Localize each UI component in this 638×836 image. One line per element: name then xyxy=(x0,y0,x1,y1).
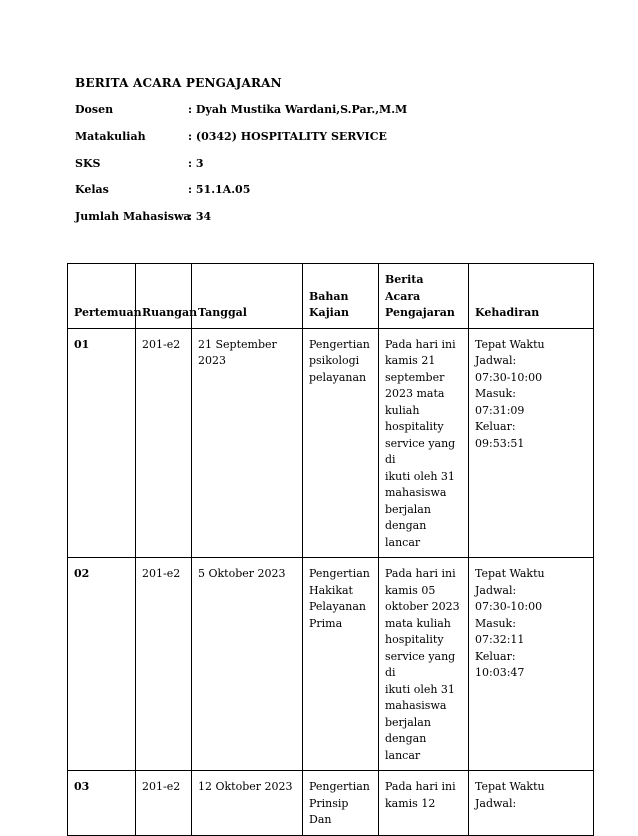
info-label: Jumlah Mahasiswa xyxy=(75,210,191,223)
cell-ruangan: 201-e2 xyxy=(136,328,192,558)
table-row xyxy=(68,771,594,836)
header-ruangan: Ruangan xyxy=(136,264,192,329)
cell-kehadiran: Tepat Waktu Jadwal: xyxy=(469,771,594,836)
cell-pertemuan: 03 xyxy=(68,771,136,836)
cell-tanggal: 12 Oktober 2023 xyxy=(192,771,303,836)
info-value: : 34 xyxy=(188,210,212,223)
table-row xyxy=(68,328,594,558)
cell-kehadiran: Tepat Waktu Jadwal: 07:30-10:00 Masuk: 07:32:11 Keluar: 10:03:47 xyxy=(469,558,594,771)
header-tanggal: Tanggal xyxy=(192,264,303,329)
cell-ruangan: 201-e2 xyxy=(136,558,192,771)
info-value: : 3 xyxy=(188,157,204,170)
header-bahan-kajian: Bahan Kajian xyxy=(303,264,379,329)
header-berita-acara: Berita Acara Pengajaran xyxy=(379,264,469,329)
info-value: : Dyah Mustika Wardani,S.Par.,M.M xyxy=(188,103,408,116)
cell-tanggal: 21 September 2023 xyxy=(192,328,303,558)
table-header-row xyxy=(68,264,594,329)
info-label: SKS xyxy=(75,157,101,170)
info-value: : 51.1A.05 xyxy=(188,183,251,196)
cell-bahan-kajian: Pengertian Hakikat Pelayanan Prima xyxy=(303,558,379,771)
cell-berita-acara: Pada hari ini kamis 05 oktober 2023 mata kuliah hospitality service yang di ikuti oleh 31 mahasiswa berjalan dengan lancar xyxy=(379,558,469,771)
cell-pertemuan: 02 xyxy=(68,558,136,771)
info-label: Kelas xyxy=(75,183,109,196)
cell-bahan-kajian: Pengertian psikologi pelayanan xyxy=(303,328,379,558)
header-pertemuan: Pertemuan xyxy=(68,264,136,329)
cell-berita-acara: Pada hari ini kamis 21 september 2023 mata kuliah hospitality service yang di ikuti oleh 31 mahasiswa berjalan dengan lancar xyxy=(379,328,469,558)
cell-kehadiran: Tepat Waktu Jadwal: 07:30-10:00 Masuk: 07:31:09 Keluar: 09:53:51 xyxy=(469,328,594,558)
cell-ruangan: 201-e2 xyxy=(136,771,192,836)
table-row xyxy=(68,558,594,771)
info-label: Matakuliah xyxy=(75,130,146,143)
cell-pertemuan: 01 xyxy=(68,328,136,558)
document-title: BERITA ACARA PENGAJARAN xyxy=(75,76,282,90)
cell-tanggal: 5 Oktober 2023 xyxy=(192,558,303,771)
info-value: : (0342) HOSPITALITY SERVICE xyxy=(188,130,387,143)
header-kehadiran: Kehadiran xyxy=(469,264,594,329)
info-label: Dosen xyxy=(75,103,114,116)
teaching-record-table xyxy=(67,263,594,836)
cell-bahan-kajian: Pengertian Prinsip Dan xyxy=(303,771,379,836)
cell-berita-acara: Pada hari ini kamis 12 xyxy=(379,771,469,836)
